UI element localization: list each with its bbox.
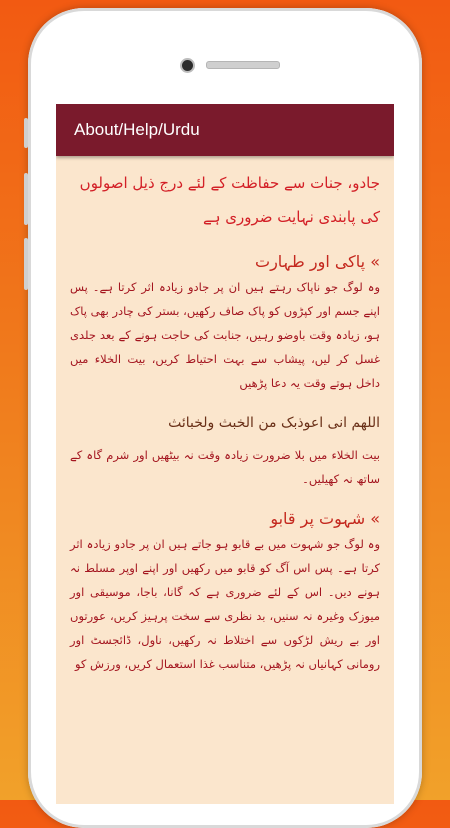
section-paragraph-toilet: بیت الخلاء میں بلا ضرورت زیادہ وقت نہ بیٹھیں اور شرم گاہ کے ساتھ نہ کھیلیں۔ [70, 448, 380, 486]
side-button [24, 118, 28, 148]
section-heading-purity: » پاکی اور طہارت [255, 252, 380, 271]
section-paragraph-desire-control: وہ لوگ جو شہوت میں بے قابو ہو جاتے ہیں ان پر جادو زیادہ اثر کرتا ہے۔ پس اس آگ کو قابو میں رکھیں اور اپنے اوپر مسلط نہ ہونے دیں۔ اس کے لئے ضروری ہے کہ گانا، باجا، موسیقی اور میوزک وغیرہ نہ سنیں، بد نظری سے سخت پرہیز کریں، عورتوں اور بے ریش لڑکوں سے اختلاط نہ رکھیں، ناول، ڈائجسٹ اور رومانی کہانیاں نہ پڑھیں، متناسب غذا استعمال کریں، ورزش کو [70, 537, 380, 671]
section-heading-desire-control: » شہوت پر قابو [270, 509, 380, 528]
volume-up-button [24, 173, 28, 225]
app-screen [56, 104, 394, 804]
front-camera [180, 58, 195, 73]
section-paragraph-purity: وہ لوگ جو ناپاک رہتے ہیں ان پر جادو زیادہ اثر کرتا ہے۔ پس اپنے جسم اور کپڑوں کو پاک صاف رکھیں، بستر کی چادر بھی پاک ہو، زیادہ وقت باوضو رہیں، جنابت کی حاجت ہونے کے بعد جلدی غسل کر لیں، پیشاب سے بہت احتیاط کریں، بیت الخلاء میں داخل ہوتے وقت یہ دعا پڑھیں [70, 280, 380, 390]
content-scroll-area[interactable] [56, 156, 394, 676]
earpiece-speaker [206, 61, 280, 69]
app-bar [56, 104, 394, 156]
dua-text: اللھم انی اعوذبک من الخبث ولخبائث [168, 415, 380, 431]
app-bar-title: About/Help/Urdu [74, 120, 200, 139]
volume-down-button [24, 238, 28, 290]
intro-text: جادو، جنات سے حفاظت کے لئے درج ذیل اصولوں کی پابندی نہایت ضروری ہے [79, 174, 380, 226]
